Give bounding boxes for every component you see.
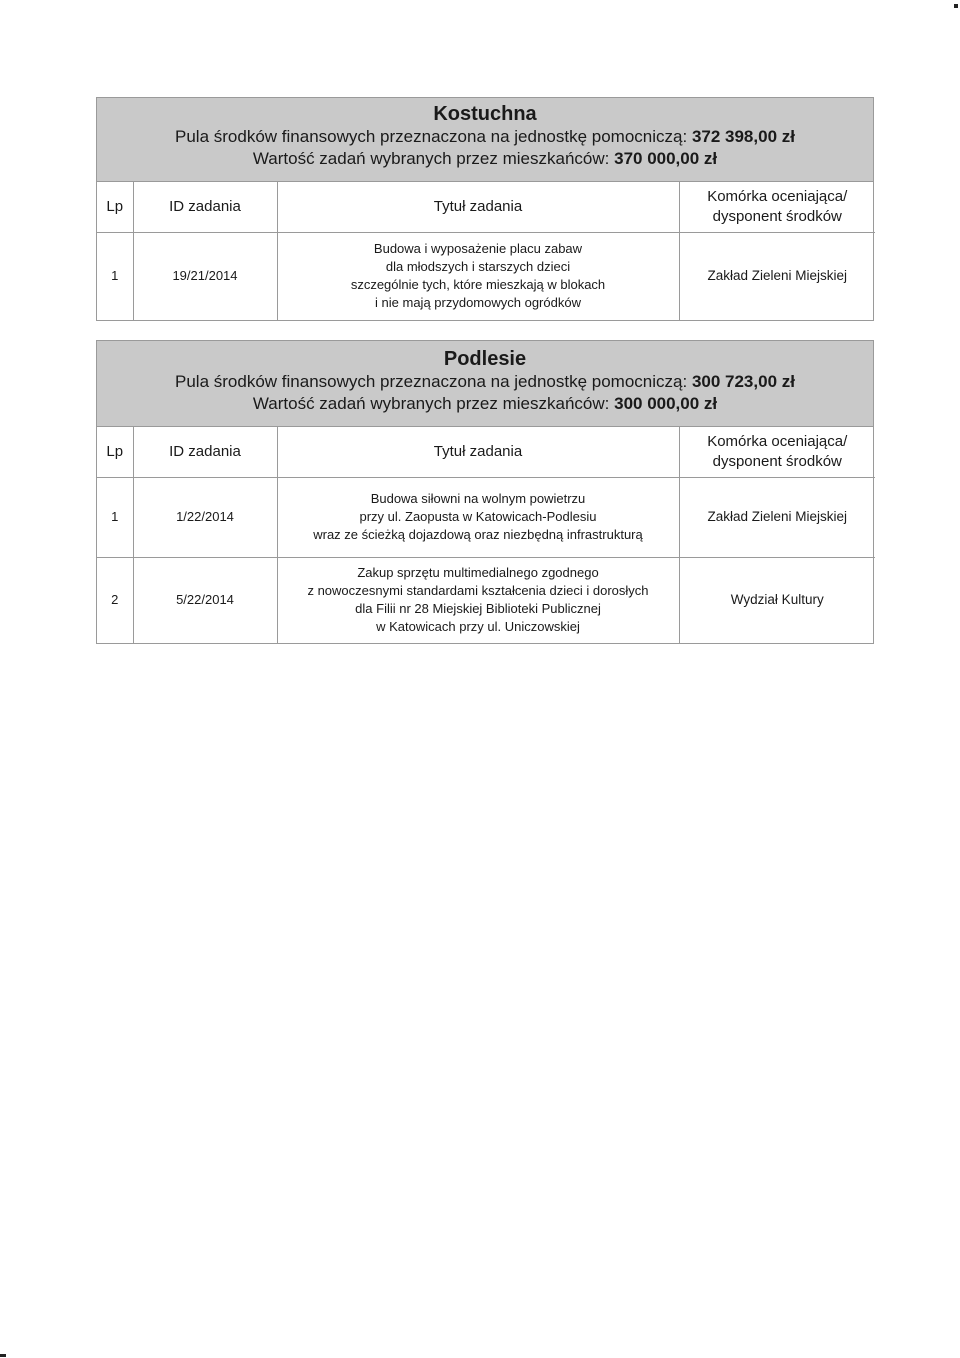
value-amount: 370 000,00 zł	[614, 149, 718, 168]
task-title-line: przy ul. Zaopusta w Katowicach-Podlesiu	[359, 509, 597, 524]
row-lp: 1	[97, 477, 133, 557]
pool-line	[97, 371, 873, 393]
column-header-title: Tytuł zadania	[277, 427, 679, 477]
row-task-id: 19/21/2014	[133, 232, 277, 320]
row-task-title	[277, 557, 679, 643]
task-title-line: szczególnie tych, które mieszkają w blokach	[350, 277, 606, 293]
pool-amount: 372 398,00 zł	[691, 127, 795, 146]
row-task-id: 5/22/2014	[133, 557, 277, 643]
column-header-unit-line1: Komórka oceniająca/	[707, 432, 848, 450]
value-label: Wartość zadań wybranych przez mieszkańców:	[252, 149, 610, 168]
district-name: Podlesie	[443, 348, 527, 370]
table-row	[97, 477, 875, 557]
table-row	[97, 557, 875, 643]
district-name: Kostuchna	[433, 103, 537, 125]
row-lp: 2	[97, 557, 133, 643]
section-header	[97, 98, 873, 182]
column-header-unit	[679, 182, 875, 232]
row-task-title	[277, 232, 679, 320]
row-unit: Wydział Kultury	[730, 592, 824, 608]
column-header-unit	[679, 427, 875, 477]
row-task-id: 1/22/2014	[133, 477, 277, 557]
row-unit: Zakład Zieleni Miejskiej	[679, 477, 875, 557]
task-title-line: Zakup sprzętu multimedialnego zgodnego	[357, 565, 599, 581]
pool-label: Pula środków finansowych przeznaczona na jednostkę pomocniczą:	[175, 127, 688, 146]
table-row	[97, 232, 875, 320]
task-title-line: Budowa siłowni na wolnym powietrzu	[370, 491, 586, 506]
table-header-row	[97, 427, 875, 477]
task-title-line: w Katowicach przy ul. Uniczowskiej	[376, 619, 580, 635]
tasks-table	[97, 182, 875, 320]
section-header	[97, 341, 873, 427]
task-title-line: dla młodszych i starszych dzieci	[385, 259, 571, 275]
column-header-id: ID zadania	[133, 427, 277, 477]
section-kostuchna	[96, 97, 874, 321]
column-header-id: ID zadania	[133, 182, 277, 232]
tasks-table	[97, 427, 875, 643]
column-header-lp: Lp	[97, 182, 133, 232]
scan-mark	[0, 1354, 6, 1357]
task-title-line: Budowa i wyposażenie placu zabaw	[373, 241, 583, 257]
task-title-line: wraz ze ścieżką dojazdową oraz niezbędną infrastrukturą	[313, 527, 643, 542]
value-line	[97, 148, 873, 170]
task-title-line: dla Filii nr 28 Miejskiej Biblioteki Publicznej	[355, 601, 601, 617]
scan-mark	[954, 4, 958, 8]
table-header-row	[97, 182, 875, 232]
column-header-unit-line2: dysponent środków	[712, 452, 842, 470]
task-title-line: i nie mają przydomowych ogródków	[375, 295, 581, 311]
column-header-unit-line1: Komórka oceniająca/	[707, 187, 848, 205]
pool-amount: 300 723,00 zł	[691, 372, 795, 391]
value-amount: 300 000,00 zł	[614, 394, 718, 413]
task-title-line: z nowoczesnymi standardami kształcenia dzieci i dorosłych	[307, 583, 649, 599]
row-unit: Zakład Zieleni Miejskiej	[707, 268, 848, 284]
column-header-unit-line2: dysponent środków	[712, 207, 842, 225]
row-task-title	[277, 477, 679, 557]
section-podlesie	[96, 340, 874, 644]
column-header-lp: Lp	[97, 427, 133, 477]
value-label: Wartość zadań wybranych przez mieszkańców:	[252, 394, 610, 413]
pool-line	[97, 126, 873, 148]
value-line	[97, 393, 873, 415]
row-lp: 1	[97, 232, 133, 320]
pool-label: Pula środków finansowych przeznaczona na jednostkę pomocniczą:	[175, 372, 688, 391]
column-header-title: Tytuł zadania	[277, 182, 679, 232]
